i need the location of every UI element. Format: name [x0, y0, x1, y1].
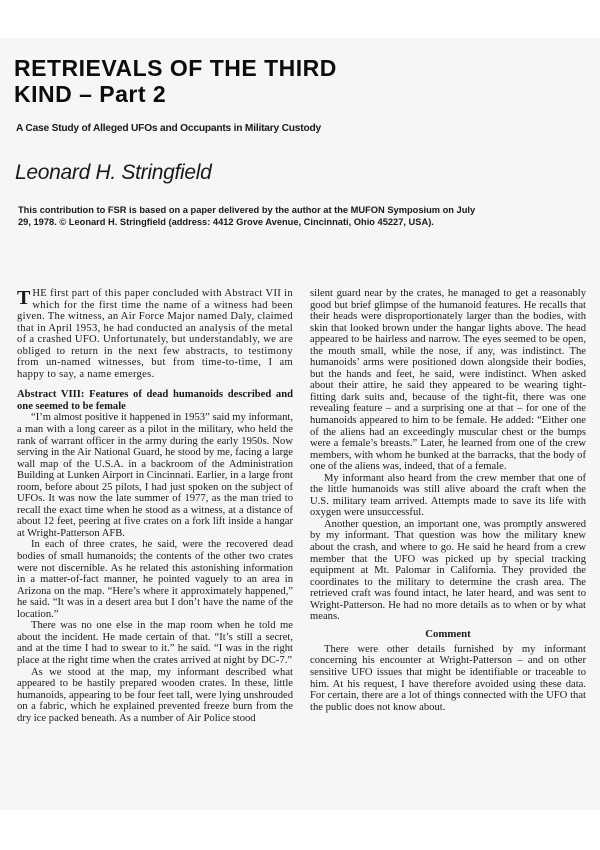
body-paragraph: “I’m almost positive it happened in 1953” said my informant, a man with a long career as a pilot in the military, who held the rank of warrant officer in the army during the early 1950s. Now serving in the Air National Guard, he stood by me, facing a large wall map of the U.S.A. in a backroom of the Administration Building at Lunken Airport in Cincinnati. Earlier, in a large front room, before about 25 pilots, I had just spoken on the subject of UFOs. It was now the late summer of 1977, as the man tried to recall the exact time when he stood as a witness, at a distance of about 12 feet, peering at five crates on a fork lift inside a hangar at Wright-Patterson AFB. — [17, 412, 293, 539]
intro-paragraph — [17, 288, 293, 380]
author-byline: Leonard H. Stringfield — [15, 161, 212, 184]
intro-text: HE first part of this paper concluded with Abstract VII in which for the first time the name of a witness had been given. The witness, an Air Force Major named Daly, claimed that in April 1953, he had conducted an analysis of the metal of a crashed UFO. Unfortunately, but understandably, we are obliged to return in the next few abstracts, to testimony from un-named witnesses, but from time-to-time, I am happy to say, a name emerges. — [17, 288, 293, 380]
section-heading-abstract-viii: Abstract VIII: Features of dead humanoids described and one seemed to be female — [17, 389, 293, 412]
contribution-note: This contribution to FSR is based on a paper delivered by the author at the MUFON Symposium on July 29, 1978. © Leonard H. Stringfield (address: 4412 Grove Avenue, Cincinnati, Ohio 45227, USA). — [18, 205, 476, 227]
comment-paragraph: There were other details furnished by my informant concerning his encounter at Wright-Patterson – and on other sensitive UFO issues that might be identifiable or traceable to him. At his request, I have therefore avoided using these data. For certain, there are a lot of things connected with the UFO that the public does not know about. — [310, 643, 586, 713]
article-subtitle: A Case Study of Alleged UFOs and Occupants in Military Custody — [16, 123, 321, 134]
continued-paragraph: silent guard near by the crates, he managed to get a reasonably good but brief glimpse of the humanoid features. He recalls that their heads were disproportionately larger than the bodies, with skin that looked brown under the hangar lights above. The head appeared to be hairless and narrow. The eyes seemed to be open, the mouth small, while the nose, if any, was indistinct. The humanoids’ arms were positioned down alongside their bodies, but the hands and feet, he said, were indistinct. When asked about their attire, he said they appeared to be wearing tight-fitting dark suits and, because of the tight-fit, there was one revealing feature – and a surprising one at that – for one of the humanoids appeared to him to be female. He added: “Either one of the aliens had an exceedingly muscular chest or the bumps were a female’s breasts.” Later, he learned from one of the crew members, with whom he bunked at the barracks, that the body of one of the aliens was, indeed, that of a female. — [310, 288, 586, 473]
left-column — [17, 288, 293, 724]
drop-cap: T — [17, 287, 31, 309]
body-paragraph: My informant also heard from the crew member that one of the little humanoids was still alive aboard the craft when the U.S. military team arrived. Attempts made to save its life with oxygen were unsuccessful. — [310, 472, 586, 519]
body-paragraph: Another question, an important one, was promptly answered by my informant. That question was how the military knew about the crash, and where to go. He said he heard from a crew member that the UFO was picked up by special tracking equipment at Mt. Palomar in California. They provided the coordinates to the military to determine the crash area. The retrieved craft was found intact, he later heard, and was sent to Wright-Patterson. He had no more details as to when or by what means. — [310, 518, 586, 623]
right-column — [310, 288, 586, 713]
body-paragraph: There was no one else in the map room when he told me about the incident. He made certain of that. “It’s still a secret, and at the time I had to swear to it.” he said. “I was in the right place at the right time when the crates arrived at night by DC-7.” — [17, 620, 293, 666]
title-line-1: RETRIEVALS OF THE THIRD — [14, 55, 337, 81]
article-title — [14, 55, 434, 107]
body-paragraph: As we stood at the map, my informant described what appeared to be hastily prepared wooden crates. In these, little humanoids, appearing to be four feet tall, were lying unshrouded on a fabric, which he explained prevented freeze burn from the dry ice packed beneath. As a number of Air Police stood — [17, 666, 293, 724]
title-line-2: KIND – Part 2 — [14, 81, 167, 107]
comment-heading: Comment — [425, 627, 471, 640]
body-paragraph: In each of three crates, he said, were the recovered dead bodies of small humanoids; the contents of the other two crates were not discernible. As he related this astonishing information in a matter-of-fact manner, he pointed vaguely to an area in Arizona on the map. “Here’s where it approximately happened,” he said. “It was in a desert area but I don’t have the name of the location.” — [17, 539, 293, 620]
